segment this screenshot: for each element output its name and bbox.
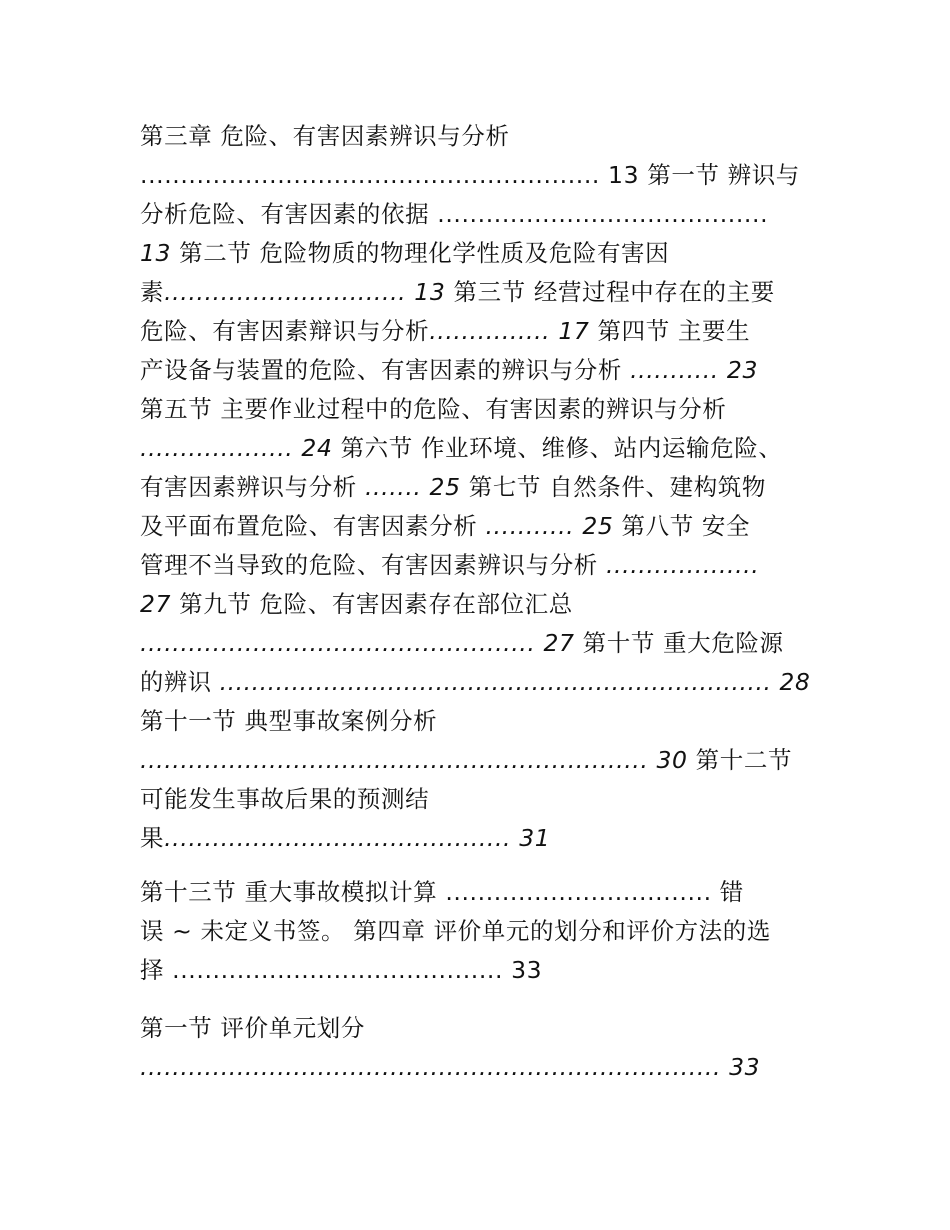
toc-dots: ............... xyxy=(429,317,551,345)
toc-line xyxy=(140,160,800,190)
toc-text: 第二节 危险物质的物理化学性质及危险有害因 xyxy=(171,239,670,267)
toc-line xyxy=(140,955,542,985)
toc-line xyxy=(140,1013,365,1043)
toc-text: 第八节 安全 xyxy=(613,512,751,540)
toc-line xyxy=(140,121,510,151)
toc-text: 误 ~ 未定义书签。 第四章 评价单元的划分和评价方法的选 xyxy=(140,917,771,945)
page-number: 13 xyxy=(406,278,446,306)
toc-text: 及平面布置危险、有害因素分析 xyxy=(140,512,486,540)
toc-dots: ........................................................................ 33 xyxy=(140,1053,761,1081)
toc-line xyxy=(140,1052,760,1082)
toc-line xyxy=(140,589,573,619)
toc-line xyxy=(140,784,429,814)
toc-line xyxy=(140,745,792,775)
page-number: 13 xyxy=(140,239,172,267)
toc-dots: ........................................... 31 xyxy=(164,824,551,852)
toc-dots: ..................................................................... 28 xyxy=(219,668,811,696)
toc-text: 择 ......................................... 33 xyxy=(140,956,543,984)
toc-text: 危险、有害因素辩识与分析 xyxy=(140,317,430,345)
toc-text: ......................................................... 13 第一节 辨识与 xyxy=(140,161,800,189)
toc-line xyxy=(140,355,758,385)
toc-line xyxy=(140,667,810,697)
toc-text: 第十三节 重大事故模拟计算 ................................. 错 xyxy=(140,878,744,906)
toc-text: 可能发生事故后果的预测结 xyxy=(140,785,430,813)
toc-text: 有害因素辨识与分析 xyxy=(140,473,365,501)
toc-line xyxy=(140,511,750,541)
toc-text: 第五节 主要作业过程中的危险、有害因素的辨识与分析 xyxy=(140,395,727,423)
toc-text: 的辨识 xyxy=(140,668,220,696)
toc-line xyxy=(140,628,784,658)
toc-line xyxy=(140,433,782,463)
toc-text: 第六节 作业环境、维修、站内运输危险、 xyxy=(332,434,783,462)
toc-text: 第十二节 xyxy=(687,746,793,774)
toc-text: 第三章 危险、有害因素辨识与分析 xyxy=(140,122,510,150)
toc-text: 第九节 危险、有害因素存在部位汇总 xyxy=(171,590,573,618)
toc-dots: ............................................................... 30 xyxy=(140,746,688,774)
toc-line xyxy=(140,394,726,424)
toc-line xyxy=(140,706,437,736)
toc-text: 管理不当导致的危险、有害因素辨识与分析 xyxy=(140,551,606,579)
toc-text: 第一节 评价单元划分 xyxy=(140,1014,365,1042)
toc-line xyxy=(140,877,744,907)
toc-dots: .............................. xyxy=(164,278,407,306)
toc-text: 产设备与装置的危险、有害因素的辨识与分析 xyxy=(140,356,631,384)
page-number: 27 xyxy=(140,590,172,618)
toc-dots: ....... 25 xyxy=(364,473,461,501)
toc-line xyxy=(140,550,759,580)
toc-text: 果 xyxy=(140,824,165,852)
toc-dots: ........... 25 xyxy=(485,512,614,540)
toc-dots: ........... 23 xyxy=(630,356,759,384)
toc-text: 第七节 自然条件、建构筑物 xyxy=(460,473,766,501)
page-number: 17 xyxy=(550,317,590,345)
toc-line xyxy=(140,472,766,502)
toc-line xyxy=(140,823,550,853)
toc-dots: ................... xyxy=(605,551,760,579)
toc-line xyxy=(140,238,669,268)
toc-text: 分析危险、有害因素的依据 ......................................... xyxy=(140,200,769,228)
toc-text: 第四节 主要生 xyxy=(589,317,751,345)
toc-text: 第三节 经营过程中存在的主要 xyxy=(445,278,775,306)
toc-line xyxy=(140,916,771,946)
toc-line xyxy=(140,277,775,307)
toc-dots: ................... 24 xyxy=(140,434,333,462)
toc-line xyxy=(140,316,750,346)
toc-text: 第十节 重大危险源 xyxy=(574,629,784,657)
toc-line xyxy=(140,199,768,229)
toc-text: 第十一节 典型事故案例分析 xyxy=(140,707,438,735)
toc-text: 素 xyxy=(140,278,165,306)
toc-dots: ................................................. 27 xyxy=(140,629,575,657)
